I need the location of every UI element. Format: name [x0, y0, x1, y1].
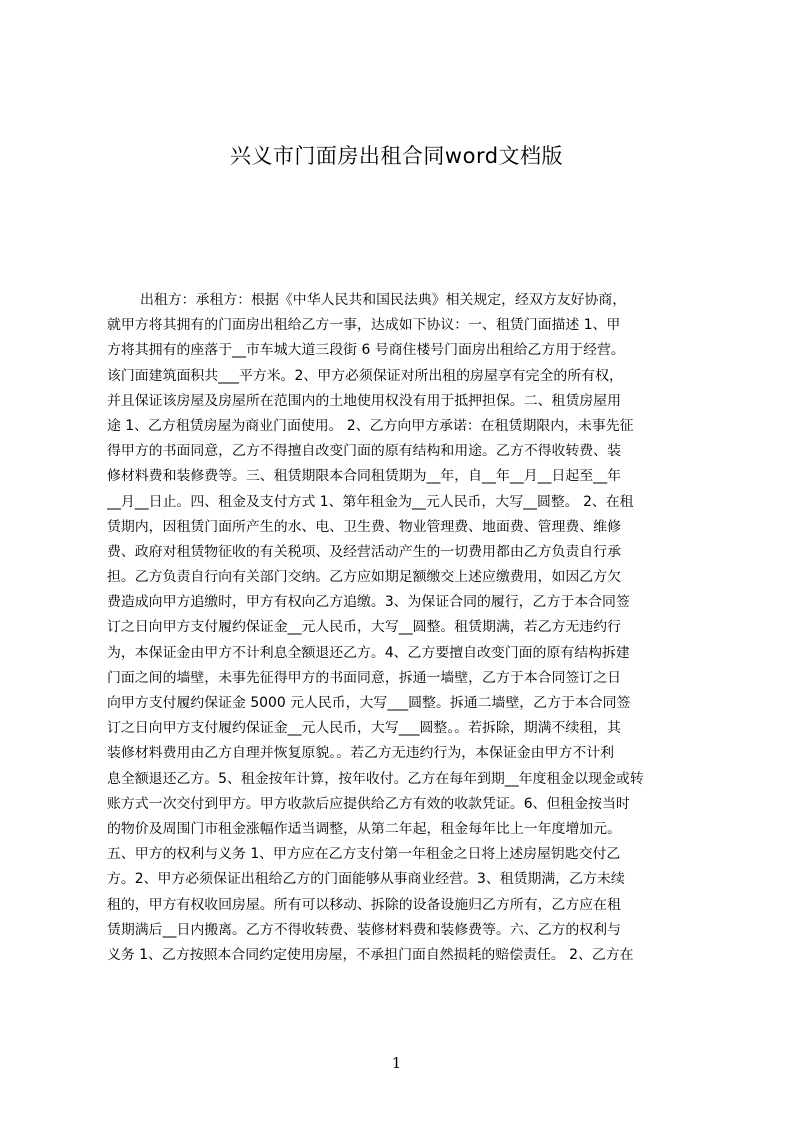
body-line: 方将其拥有的座落于__市车城大道三段街 6 号商住楼号门面房出租给乙方用于经营。 [107, 342, 625, 359]
body-line: 门面之间的墙壁，未事先征得甲方的书面同意，拆通一墙壁，乙方于本合同签订之日 [107, 669, 621, 686]
body-line: 装修材料费用由乙方自理并恢复原貌。。若乙方无违约行为，本保证金由甲方不计利 [107, 745, 615, 762]
body-line: 账方式一次交付到甲方。甲方收款后应提供给乙方有效的收款凭证。6、但租金按当时 [107, 795, 630, 812]
page-number: 1 [391, 1054, 402, 1072]
body-line: 为，本保证金由甲方不计利息全额退还乙方。4、乙方要擅自改变门面的原有结构拆建 [107, 644, 630, 661]
body-line: 出租方：承租方：根据《中华人民共和国民法典》相关规定，经双方友好协商， [140, 292, 627, 308]
body-line: 赁期内，因租赁门面所产生的水、电、卫生费、物业管理费、地面费、管理费、维修 [107, 518, 621, 535]
body-line: 修材料费和装修费等。三、租赁期限本合同租赁期为__年，自__年__月__日起至__年 [107, 468, 621, 485]
body-line: 途 1、乙方租赁房屋为商业门面使用。 2、乙方向甲方承诺：在租赁期限内，未事先征 [107, 417, 634, 434]
body-line: 义务 1、乙方按照本合同约定使用房屋，不承担门面自然损耗的赔偿责任。 2、乙方在 [107, 946, 634, 963]
document-title: 兴义市门面房出租合同word文档版 [229, 144, 564, 168]
body-line: 的物价及周围门市租金涨幅作适当调整，从第二年起，租金每年比上一年度增加元。 [107, 820, 621, 837]
document-body [107, 288, 693, 968]
body-line: 租的，甲方有权收回房屋。所有可以移动、拆除的设备设施归乙方所有，乙方应在租 [107, 896, 621, 913]
body-line: 向甲方支付履约保证金 5000 元人民币，大写___圆整。拆通二墙壁，乙方于本合同签 [107, 695, 631, 711]
body-line: 订之日向甲方支付履约保证金__元人民币，大写___圆整。。若拆除，期满不续租，其 [107, 720, 621, 737]
body-line: 该门面建筑面积共___平方米。2、甲方必须保证对所出租的房屋享有完全的所有权， [107, 367, 623, 384]
body-line: 息全额退还乙方。5、租金按年计算，按年收付。乙方在每年到期__年度租金以现金或转 [107, 770, 644, 787]
body-line: 费、政府对租赁物征收的有关税项、及经营活动产生的一切费用都由乙方负责自行承 [107, 543, 621, 560]
body-line: 担。乙方负责自行向有关部门交纳。乙方应如期足额缴交上述应缴费用，如因乙方欠 [107, 569, 621, 586]
body-line: 并且保证该房屋及房屋所在范围内的土地使用权没有用于抵押担保。二、租赁房屋用 [107, 392, 621, 409]
body-line: 赁期满后__日内搬离。乙方不得收转费、装修材料费和装修费等。六、乙方的权利与 [107, 921, 621, 938]
body-line: 五、甲方的权利与义务 1、甲方应在乙方支付第一年租金之日将上述房屋钥匙交付乙 [107, 846, 621, 863]
body-line: 就甲方将其拥有的门面房出租给乙方一事，达成如下协议：一、租赁门面描述 1、甲 [107, 317, 621, 334]
body-line: __月__日止。四、租金及支付方式 1、第年租金为__元人民币，大写__圆整。 2、在租 [107, 493, 634, 510]
body-line: 订之日向甲方支付履约保证金__元人民币，大写__圆整。租赁期满，若乙方无违约行 [107, 619, 621, 636]
body-line: 方。2、甲方必须保证出租给乙方的门面能够从事商业经营。3、租赁期满，乙方未续 [107, 871, 625, 888]
body-line: 得甲方的书面同意，乙方不得擅自改变门面的原有结构和用途。乙方不得收转费、装 [107, 443, 621, 460]
body-line: 费造成向甲方追缴时，甲方有权向乙方追缴。3、为保证合同的履行，乙方于本合同签 [107, 594, 630, 611]
